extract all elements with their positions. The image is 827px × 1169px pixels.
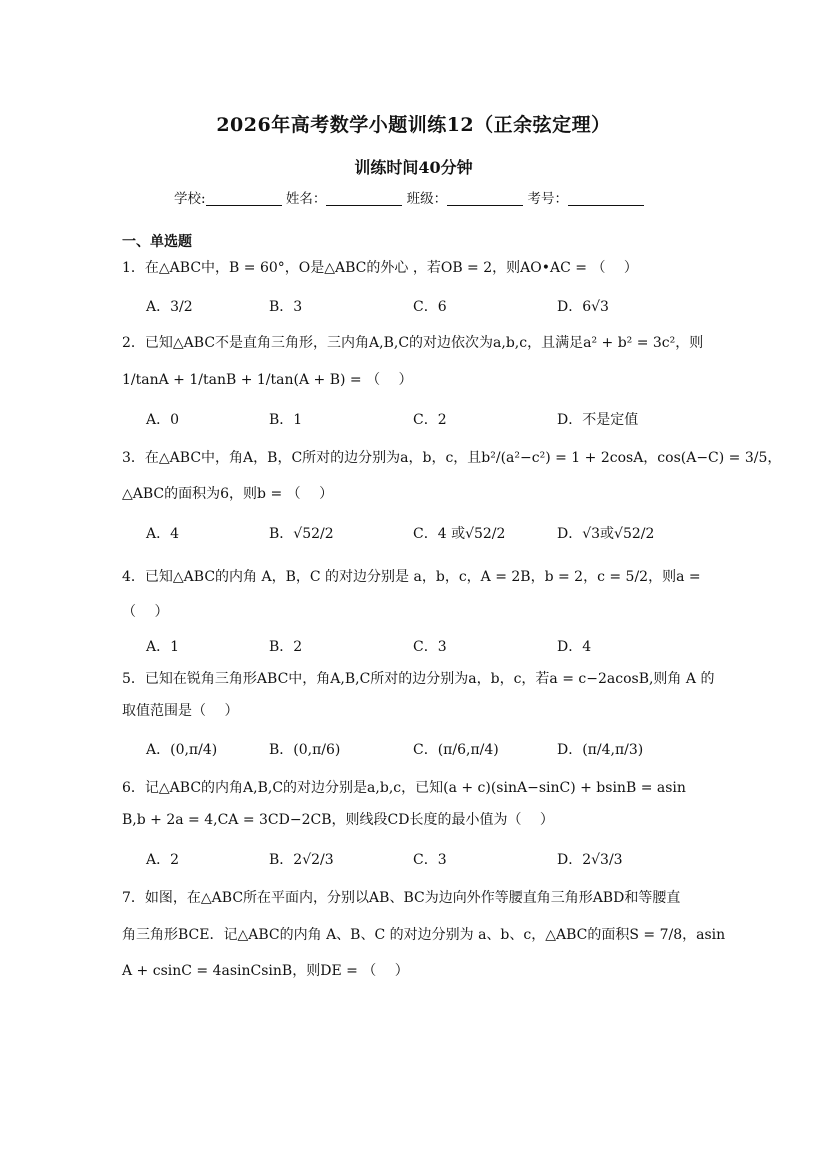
question-6-option-b: B．2√2/3 (269, 852, 334, 868)
section-title: 一、单选题 (122, 234, 192, 250)
question-5-line-1: 5．已知在锐角三角形ABC中，角A,B,C所对的边分别为a，b，c，若a = c−2acosB,则角 A 的 (122, 671, 715, 687)
page-title: 2026年高考数学小题训练12（正余弦定理） (216, 114, 611, 136)
question-3-option-a: A．4 (146, 526, 180, 542)
question-3-option-c: C．4 或√52/2 (413, 526, 506, 542)
question-7-line-2: 角三角形BCE．记△ABC的内角 A、B、C 的对边分别为 a、b、c，△ABC的面积S = 7/8，asin (122, 927, 726, 943)
question-1-options (146, 297, 786, 319)
question-2-line-2: 1/tanA + 1/tanB + 1/tan(A + B) = （ ） (122, 372, 413, 388)
question-3-options (146, 524, 786, 546)
student-info-row (174, 187, 644, 207)
page-subtitle: 训练时间40分钟 (354, 158, 473, 177)
question-5-option-b: B．(0,π/6) (269, 742, 341, 758)
question-2-options (146, 410, 786, 432)
question-6-line-1: 6．记△ABC的内角A,B,C的对边分别是a,b,c，已知(a + c)(sinA−sinC) + bsinB = asin (122, 780, 686, 796)
school-label: 学校: (174, 191, 206, 207)
question-4-line-2: （ ） (122, 604, 169, 620)
question-5-option-a: A．(0,π/4) (146, 742, 218, 758)
question-5-options (146, 740, 786, 762)
school-blank[interactable] (206, 191, 282, 206)
question-4-option-b: B．2 (269, 639, 303, 655)
question-6-options (146, 850, 786, 872)
question-6-option-a: A．2 (146, 852, 180, 868)
question-4-options (146, 637, 786, 659)
question-1-option-b: B．3 (269, 299, 303, 315)
class-label: 班级： (406, 191, 448, 207)
question-3-option-b: B．√52/2 (269, 526, 334, 542)
question-2-option-a: A．0 (146, 412, 180, 428)
class-blank[interactable] (447, 191, 523, 206)
question-1-line-1: 1．在△ABC中，B = 60°，O是△ABC的外心 ，若OB = 2，则AO•AC = （ ） (122, 260, 638, 276)
question-1-option-c: C．6 (413, 299, 447, 315)
question-6-line-2: B,b + 2a = 4,CA = 3CD−2CB，则线段CD长度的最小值为（ ） (122, 812, 554, 828)
question-3-option-d: D．√3或√52/2 (557, 526, 655, 542)
question-6-option-d: D．2√3/3 (557, 852, 623, 868)
exam-number-blank[interactable] (568, 191, 644, 206)
question-3-line-1: 3．在△ABC中，角A，B，C所对的边分别为a，b，c，且b²/(a²−c²) = 1 + 2cosA，cos(A−C) = 3/5， (122, 450, 782, 466)
name-label: 姓名： (285, 191, 327, 207)
question-2-line-1: 2．已知△ABC不是直角三角形，三内角A,B,C的对边依次为a,b,c，且满足a² + b² = 3c²，则 (122, 335, 704, 351)
question-7-line-1: 7．如图，在△ABC所在平面内，分别以AB、BC为边向外作等腰直角三角形ABD和等腰直 (122, 890, 681, 906)
question-2-option-d: D．不是定值 (557, 412, 639, 428)
question-5-option-c: C．(π/6,π/4) (413, 742, 499, 758)
question-3-line-2: △ABC的面积为6，则b = （ ） (122, 486, 334, 502)
question-7-line-3: A + csinC = 4asinCsinB，则DE = （ ） (122, 963, 409, 979)
question-1-option-d: D．6√3 (557, 299, 609, 315)
question-2-option-c: C．2 (413, 412, 447, 428)
name-blank[interactable] (326, 191, 402, 206)
question-4-option-d: D．4 (557, 639, 592, 655)
question-4-option-a: A．1 (146, 639, 180, 655)
question-2-option-b: B．1 (269, 412, 303, 428)
question-5-line-2: 取值范围是（ ） (122, 703, 239, 719)
question-4-option-c: C．3 (413, 639, 447, 655)
question-6-option-c: C．3 (413, 852, 447, 868)
exam-number-label: 考号： (527, 191, 568, 207)
question-4-line-1: 4．已知△ABC的内角 A，B，C 的对边分别是 a，b，c，A = 2B，b = 2，c = 5/2，则a = (122, 569, 701, 585)
question-1-option-a: A．3/2 (146, 299, 193, 315)
question-5-option-d: D．(π/4,π/3) (557, 742, 644, 758)
